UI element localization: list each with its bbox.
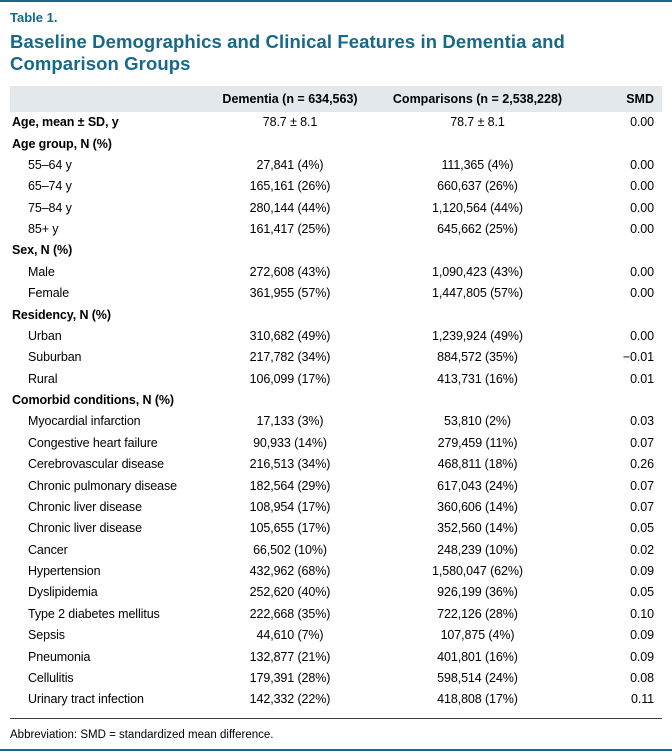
comparisons-value: 53,810 (2%) bbox=[444, 414, 511, 429]
dementia-value: 17,133 (3%) bbox=[256, 414, 324, 429]
smd-value: 0.00 bbox=[630, 115, 654, 130]
col-header-dementia: Dementia (n = 634,563) bbox=[205, 86, 375, 112]
col-header-rowhead bbox=[10, 86, 205, 112]
bottom-rule bbox=[0, 749, 672, 751]
row-label: Chronic liver disease bbox=[28, 499, 142, 514]
table-row bbox=[10, 475, 662, 496]
comparisons-value: 660,637 (26%) bbox=[437, 179, 518, 194]
smd-value: 0.07 bbox=[630, 478, 654, 493]
table-row bbox=[10, 561, 662, 582]
col-header-smd: SMD bbox=[580, 86, 662, 112]
dementia-value: 106,099 (17%) bbox=[249, 371, 331, 386]
row-label: Chronic pulmonary disease bbox=[28, 478, 177, 493]
table-number-label: Table 1. bbox=[10, 10, 58, 25]
col-header-comparisons: Comparisons (n = 2,538,228) bbox=[375, 86, 580, 112]
dementia-value: 272,608 (43%) bbox=[249, 264, 331, 279]
smd-value: 0.09 bbox=[630, 649, 654, 664]
comparisons-value: 1,447,805 (57%) bbox=[432, 286, 523, 301]
smd-value: 0.00 bbox=[630, 157, 654, 172]
comparisons-value: 645,662 (25%) bbox=[437, 222, 518, 237]
comparisons-value: 111,365 (4%) bbox=[441, 157, 514, 172]
table-row bbox=[10, 326, 662, 347]
smd-value: 0.00 bbox=[630, 328, 654, 343]
table-row bbox=[10, 582, 662, 603]
table-row bbox=[10, 689, 662, 710]
smd-value: 0.02 bbox=[630, 542, 654, 557]
smd-value: 0.07 bbox=[630, 499, 654, 514]
table-row bbox=[10, 112, 662, 133]
row-label: Rural bbox=[28, 371, 58, 386]
smd-value: 0.05 bbox=[630, 585, 654, 600]
table-row bbox=[10, 240, 662, 261]
table-row bbox=[10, 625, 662, 646]
smd-value: 0.00 bbox=[630, 222, 654, 237]
comparisons-value: 279,459 (11%) bbox=[437, 435, 518, 450]
row-label: Female bbox=[28, 286, 70, 301]
smd-value bbox=[580, 390, 662, 411]
dementia-value bbox=[205, 133, 375, 154]
row-label: Pneumonia bbox=[28, 649, 91, 664]
dementia-value: 217,782 (34%) bbox=[249, 350, 331, 365]
smd-value bbox=[580, 240, 662, 261]
table-row bbox=[10, 646, 662, 667]
dementia-value bbox=[205, 240, 375, 261]
table-row bbox=[10, 219, 662, 240]
comparisons-value: 617,043 (24%) bbox=[437, 478, 518, 493]
row-label: Age, mean ± SD, y bbox=[12, 115, 119, 130]
dementia-value: 280,144 (44%) bbox=[249, 200, 331, 215]
dementia-value: 216,513 (34%) bbox=[249, 457, 331, 472]
row-label: Sepsis bbox=[28, 628, 65, 643]
table-row bbox=[10, 347, 662, 368]
table-row bbox=[10, 283, 662, 304]
comparisons-value: 78.7 ± 8.1 bbox=[450, 115, 505, 130]
row-label: Male bbox=[28, 264, 55, 279]
row-label: Age group, N (%) bbox=[12, 136, 112, 151]
row-label: Cerebrovascular disease bbox=[28, 457, 164, 472]
comparisons-value: 360,606 (14%) bbox=[437, 499, 518, 514]
comparisons-value: 1,239,924 (49%) bbox=[432, 328, 523, 343]
smd-value: 0.09 bbox=[630, 564, 654, 579]
dementia-value: 78.7 ± 8.1 bbox=[262, 115, 318, 130]
comparisons-value bbox=[375, 240, 580, 261]
dementia-value: 66,502 (10%) bbox=[253, 542, 327, 557]
dementia-value: 161,417 (25%) bbox=[249, 222, 331, 237]
comparisons-value: 926,199 (36%) bbox=[437, 585, 518, 600]
table-row bbox=[10, 262, 662, 283]
smd-value: 0.00 bbox=[630, 179, 654, 194]
dementia-value: 182,564 (29%) bbox=[249, 478, 331, 493]
row-label: Cancer bbox=[28, 542, 68, 557]
comparisons-value: 1,580,047 (62%) bbox=[432, 564, 523, 579]
row-label: Dyslipidemia bbox=[28, 585, 98, 600]
dementia-value: 132,877 (21%) bbox=[249, 649, 331, 664]
smd-value: 0.01 bbox=[630, 371, 654, 386]
comparisons-value bbox=[375, 133, 580, 154]
smd-value: −0.01 bbox=[622, 350, 654, 365]
smd-value: 0.00 bbox=[630, 286, 654, 301]
dementia-value: 252,620 (40%) bbox=[249, 585, 331, 600]
row-label: 55–64 y bbox=[28, 157, 72, 172]
row-label: Myocardial infarction bbox=[28, 414, 141, 429]
row-label: Urban bbox=[28, 328, 62, 343]
table-row bbox=[10, 668, 662, 689]
dementia-value bbox=[205, 390, 375, 411]
table-row bbox=[10, 454, 662, 475]
dementia-value: 310,682 (49%) bbox=[249, 328, 331, 343]
smd-value: 0.03 bbox=[630, 414, 654, 429]
comparisons-value: 248,239 (10%) bbox=[437, 542, 518, 557]
comparisons-value: 418,808 (17%) bbox=[437, 692, 518, 707]
row-label: Congestive heart failure bbox=[28, 435, 158, 450]
table-body bbox=[10, 112, 662, 711]
comparisons-value: 722,126 (28%) bbox=[437, 606, 518, 621]
row-label: 65–74 y bbox=[28, 179, 72, 194]
table-row bbox=[10, 390, 662, 411]
dementia-value: 105,655 (17%) bbox=[249, 521, 331, 536]
table-row bbox=[10, 497, 662, 518]
dementia-value: 179,391 (28%) bbox=[249, 670, 331, 685]
table-row bbox=[10, 604, 662, 625]
table-row bbox=[10, 155, 662, 176]
row-label: 75–84 y bbox=[28, 200, 72, 215]
row-label: Sex, N (%) bbox=[12, 243, 73, 258]
row-label: Hypertension bbox=[28, 564, 101, 579]
row-label: 85+ y bbox=[28, 222, 59, 237]
smd-value bbox=[580, 133, 662, 154]
comparisons-value: 884,572 (35%) bbox=[437, 350, 518, 365]
dementia-value: 142,332 (22%) bbox=[249, 692, 331, 707]
comparisons-value: 1,090,423 (43%) bbox=[432, 264, 523, 279]
table-row bbox=[10, 433, 662, 454]
table-row bbox=[10, 518, 662, 539]
comparisons-value: 107,875 (4%) bbox=[440, 628, 515, 643]
smd-value: 0.10 bbox=[630, 606, 654, 621]
header-row bbox=[10, 86, 662, 112]
dementia-value: 27,841 (4%) bbox=[256, 157, 324, 172]
table-row bbox=[10, 411, 662, 432]
row-label: Comorbid conditions, N (%) bbox=[12, 393, 174, 408]
table-row bbox=[10, 176, 662, 197]
dementia-value: 165,161 (26%) bbox=[249, 179, 331, 194]
comparisons-value: 413,731 (16%) bbox=[437, 371, 518, 386]
row-label: Residency, N (%) bbox=[12, 307, 111, 322]
smd-value: 0.00 bbox=[630, 200, 654, 215]
smd-value: 0.09 bbox=[630, 628, 654, 643]
row-label: Chronic liver disease bbox=[28, 521, 142, 536]
dementia-value: 432,962 (68%) bbox=[249, 564, 331, 579]
smd-value: 0.05 bbox=[630, 521, 654, 536]
comparisons-value: 1,120,564 (44%) bbox=[432, 200, 523, 215]
dementia-value: 44,610 (7%) bbox=[256, 628, 324, 643]
dementia-value: 361,955 (57%) bbox=[249, 286, 331, 301]
comparisons-value: 352,560 (14%) bbox=[437, 521, 518, 536]
smd-value: 0.26 bbox=[630, 457, 654, 472]
top-rule bbox=[0, 0, 672, 2]
row-label: Cellulitis bbox=[28, 670, 74, 685]
smd-value: 0.11 bbox=[630, 692, 654, 707]
table-row bbox=[10, 304, 662, 325]
smd-value: 0.07 bbox=[630, 435, 654, 450]
table-title: Baseline Demographics and Clinical Features in Dementia and Comparison Groups bbox=[10, 31, 565, 74]
demographics-table bbox=[10, 86, 662, 711]
smd-value: 0.08 bbox=[630, 670, 654, 685]
smd-value: 0.00 bbox=[630, 264, 654, 279]
comparisons-value: 468,811 (18%) bbox=[437, 457, 518, 472]
dementia-value: 108,954 (17%) bbox=[249, 499, 331, 514]
dementia-value bbox=[205, 304, 375, 325]
table-row bbox=[10, 198, 662, 219]
row-label: Urinary tract infection bbox=[28, 692, 144, 707]
row-label: Suburban bbox=[28, 350, 82, 365]
table-row bbox=[10, 133, 662, 154]
row-label: Type 2 diabetes mellitus bbox=[28, 606, 160, 621]
dementia-value: 222,668 (35%) bbox=[249, 606, 331, 621]
abbreviation-footnote: Abbreviation: SMD = standardized mean difference. bbox=[10, 728, 274, 741]
table-row bbox=[10, 540, 662, 561]
dementia-value: 90,933 (14%) bbox=[253, 435, 327, 450]
comparisons-value bbox=[375, 304, 580, 325]
smd-value bbox=[580, 304, 662, 325]
footnote-rule bbox=[10, 718, 662, 719]
comparisons-value bbox=[375, 390, 580, 411]
table-row bbox=[10, 369, 662, 390]
comparisons-value: 598,514 (24%) bbox=[437, 670, 518, 685]
comparisons-value: 401,801 (16%) bbox=[437, 649, 518, 664]
